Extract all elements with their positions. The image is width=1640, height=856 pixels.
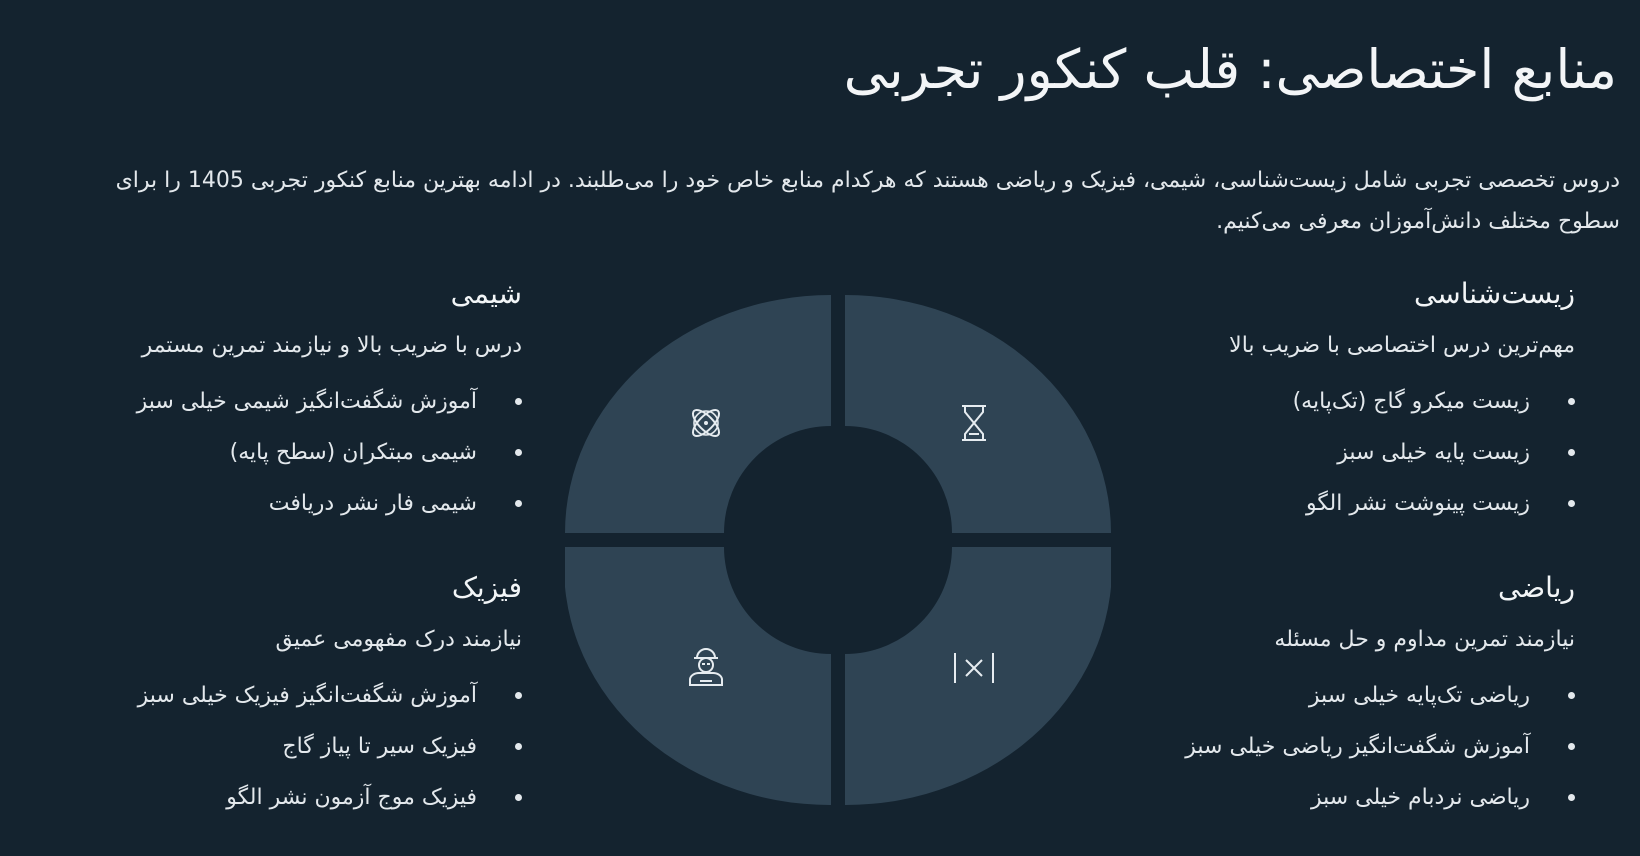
atom-icon [689,406,723,440]
chemistry-heading: شیمی [450,277,522,310]
biology-section [1105,272,1575,529]
bullet-icon [515,743,522,750]
physics-resource-list [52,670,522,823]
intro-paragraph: دروس تخصصی تجربی شامل زیست‌شناسی، شیمی، فیزیک و ریاضی هستند که هرکدام منابع خاص خود را می‌طلبند. در ادامه بهترین منابع کنکور تجربی 1405 را برای سطوح مختلف دانش‌آموزان معرفی می‌کنیم. [115,168,1620,234]
math-section [1105,566,1575,823]
list-item: فیزیک موج آزمون نشر الگو [52,772,522,823]
chemistry-description: درس با ضریب بالا و نیازمند تمرین مستمر [141,333,522,358]
physics-description: نیازمند درک مفهومی عمیق [275,627,522,652]
list-item: فیزیک سیر تا پیاز گاج [52,721,522,772]
chemistry-resource-list [52,376,522,529]
biology-description: مهم‌ترین درس اختصاصی با ضریب بالا [1229,333,1575,358]
bullet-icon [1568,794,1575,801]
list-item: آموزش شگفت‌انگیز شیمی خیلی سبز [52,376,522,427]
biology-heading: زیست‌شناسی [1413,277,1575,310]
list-item: آموزش شگفت‌انگیز ریاضی خیلی سبز [1105,721,1575,772]
bullet-icon [515,449,522,456]
list-item: شیمی مبتکران (سطح پایه) [52,427,522,478]
bullet-icon [515,794,522,801]
bullet-icon [515,500,522,507]
list-item: زیست پایه خیلی سبز [1105,427,1575,478]
math-description: نیازمند تمرین مداوم و حل مسئله [1274,627,1575,652]
chemistry-section [52,272,522,529]
bullet-icon [1568,743,1575,750]
bullet-icon [1568,449,1575,456]
list-item: ریاضی نردبام خیلی سبز [1105,772,1575,823]
bullet-icon [515,692,522,699]
math-heading: ریاضی [1498,571,1575,604]
biology-resource-list [1105,376,1575,529]
wheel-segment-math [845,547,1111,805]
list-item: زیست میکرو گاج (تک‌پایه) [1105,376,1575,427]
bullet-icon [1568,500,1575,507]
math-resource-list [1105,670,1575,823]
physics-section [52,566,522,823]
page-title: منابع اختصاصی: قلب کنکور تجربی [843,38,1617,101]
bullet-icon [515,398,522,405]
wheel-segment-biology [845,295,1111,533]
list-item: زیست پینوشت نشر الگو [1105,478,1575,529]
physics-heading: فیزیک [451,571,522,604]
subject-wheel [565,292,1111,808]
bullet-icon [1568,398,1575,405]
list-item: شیمی فار نشر دریافت [52,478,522,529]
wheel-segment-physics [565,547,831,805]
list-item: ریاضی تک‌پایه خیلی سبز [1105,670,1575,721]
bullet-icon [1568,692,1575,699]
list-item: آموزش شگفت‌انگیز فیزیک خیلی سبز [52,670,522,721]
